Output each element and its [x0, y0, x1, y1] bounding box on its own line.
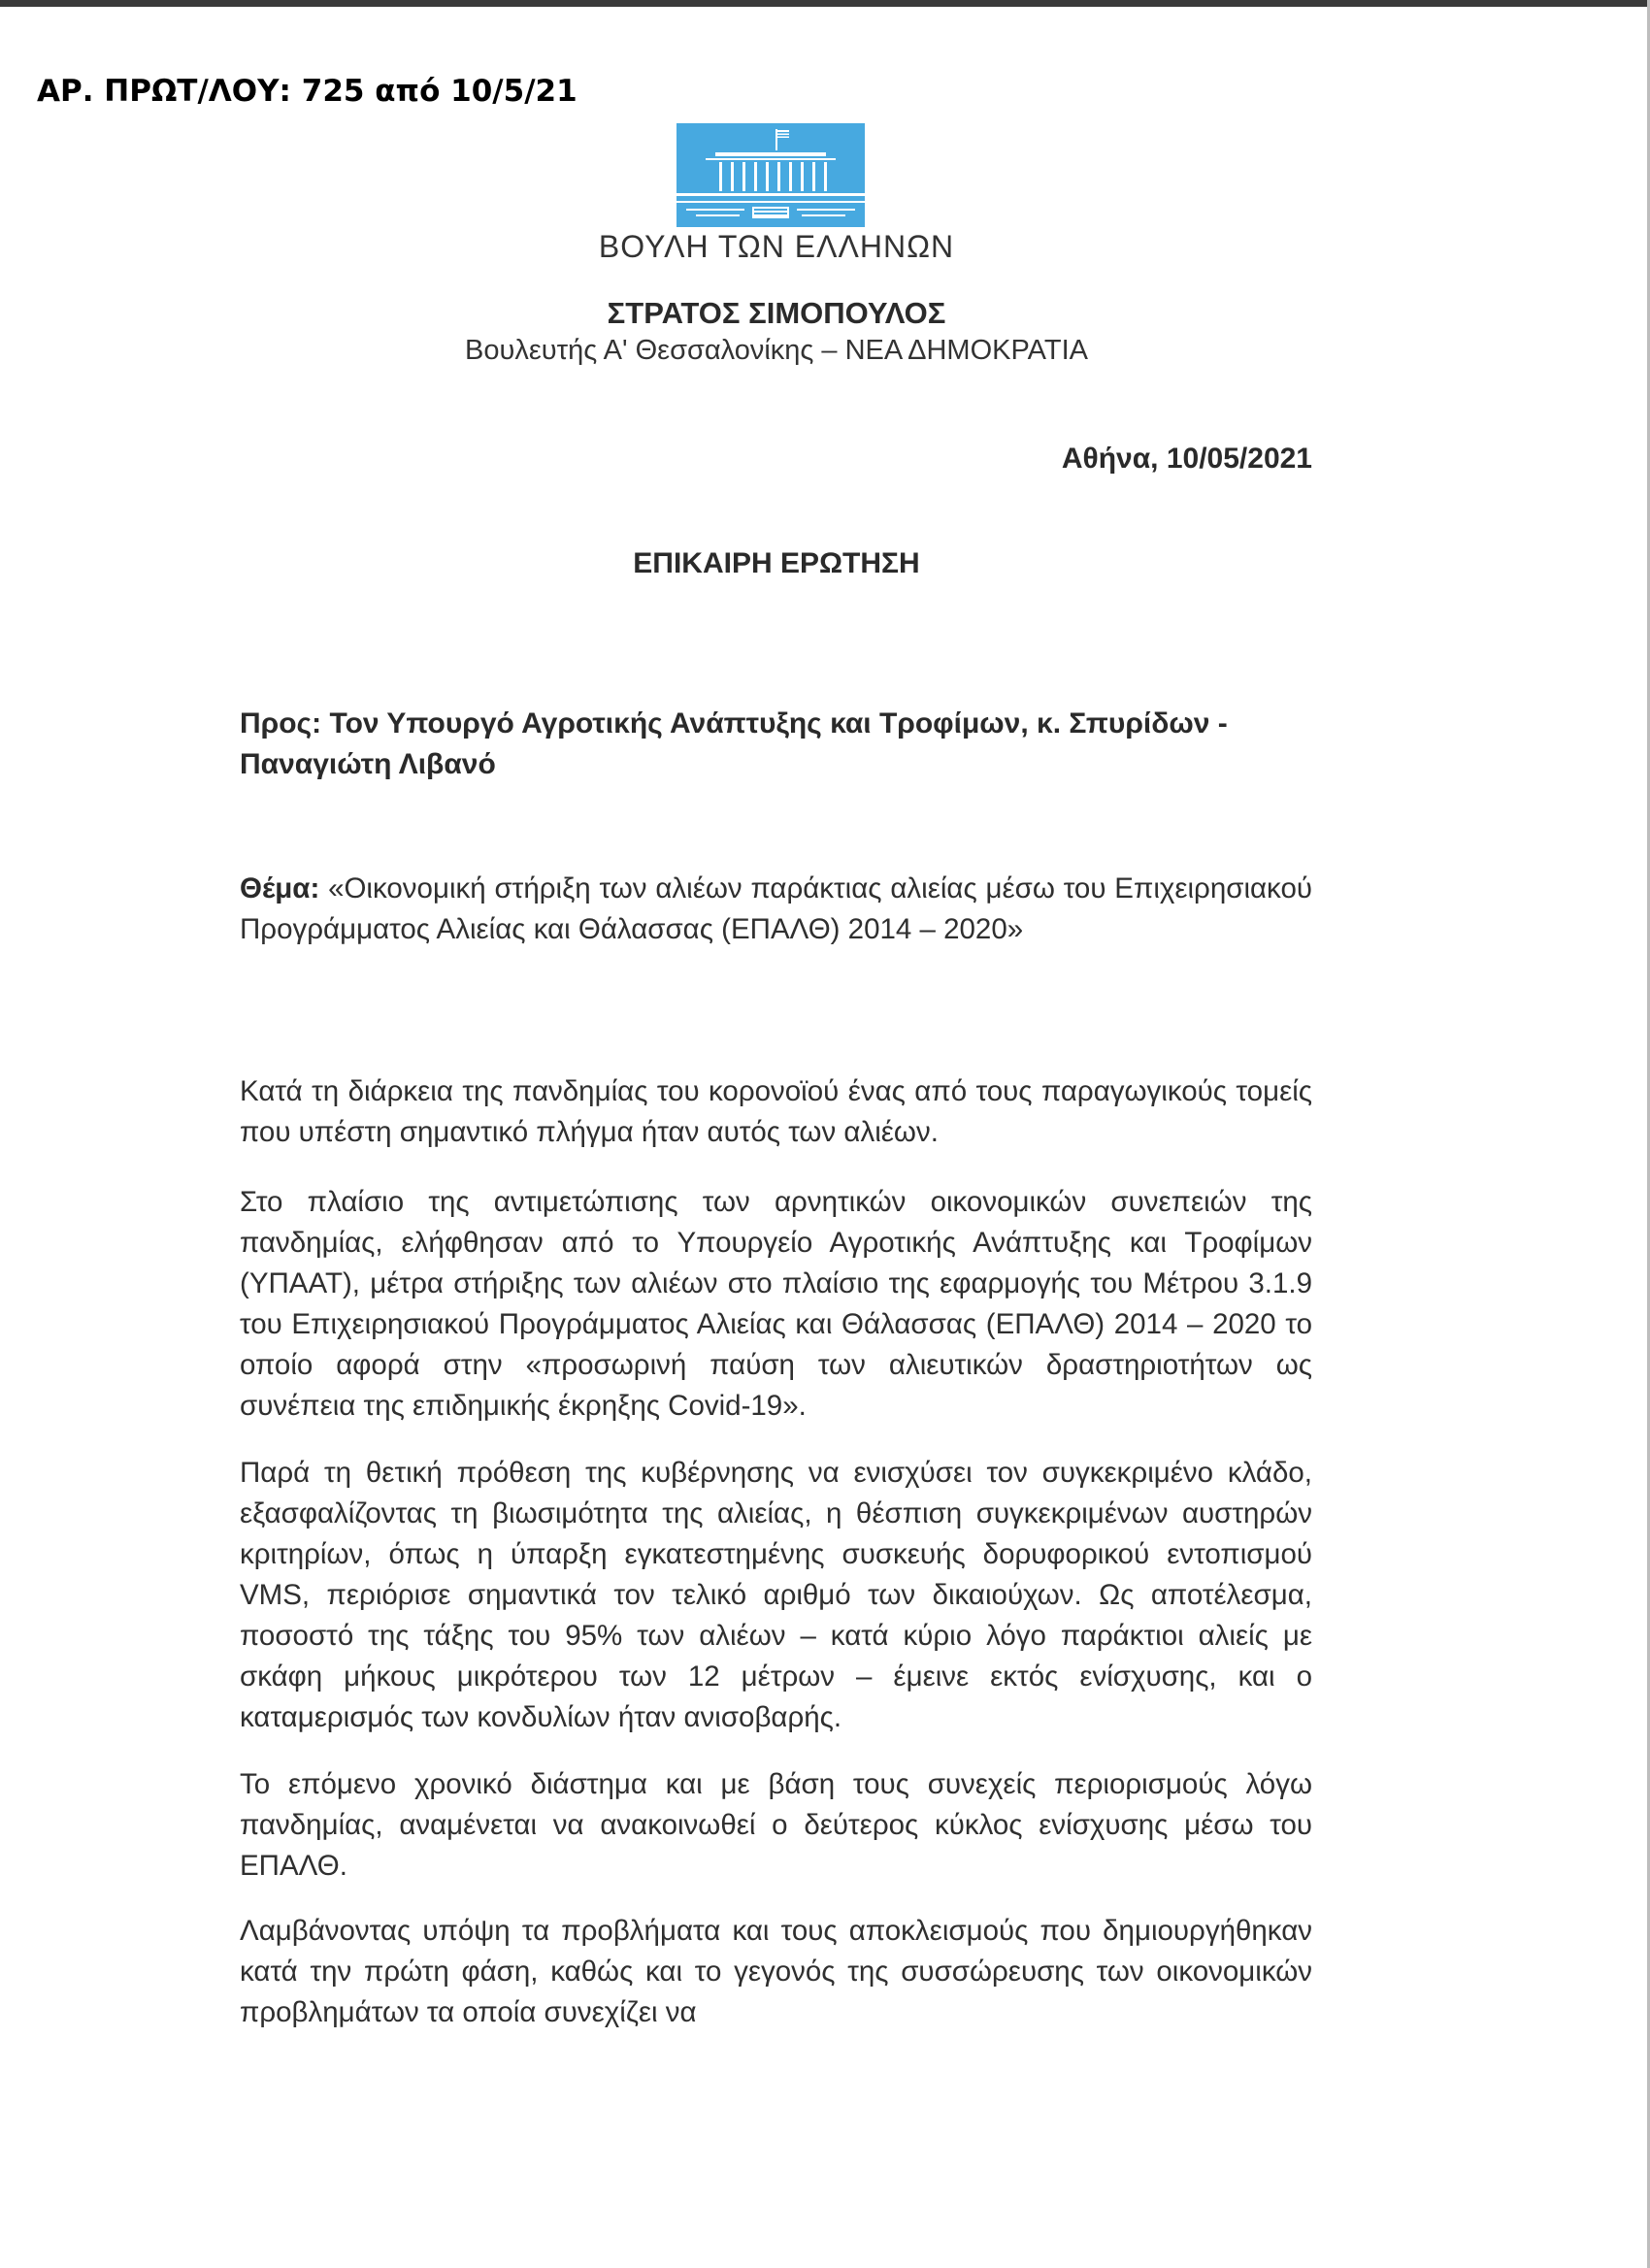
- recipient: Προς: Τον Υπουργό Αγροτικής Ανάπτυξης και Τροφίμων, κ. Σπυρίδων - Παναγιώτη Λιβανό: [240, 707, 1228, 780]
- scan-border-top: [0, 0, 1650, 7]
- mp-role: Βουλευτής Α' Θεσσαλονίκης – ΝΕΑ ΔΗΜΟΚΡΑΤΙΑ: [465, 335, 1088, 366]
- subject-label: Θέμα:: [240, 872, 320, 904]
- subject-text: «Οικονομική στήριξη των αλιέων παράκτιας αλιείας μέσω του Επιχειρησιακού Προγράμματος Αλιείας και Θάλασσας (ΕΠΑΛΘ) 2014 – 2020»: [240, 872, 1312, 945]
- mp-name: ΣΤΡΑΤΟΣ ΣΙΜΟΠΟΥΛΟΣ: [607, 296, 946, 330]
- body-paragraph: Παρά τη θετική πρόθεση της κυβέρνησης να ενισχύσει τον συγκεκριμένο κλάδο, εξασφαλίζοντας τη βιωσιμότητα της αλιείας, η θέσπιση συγκεκριμένων αυστηρών κριτηρίων, όπως η ύπαρξη εγκατεστημένης συσκευής δορυφορικού εντοπισμού VMS, περιόρισε σημαντικά τον τελικό αριθμό των δικαιούχων. Ως αποτέλεσμα, ποσοστό της τάξης του 95% των αλιέων – κατά κύριο λόγο παράκτιοι αλιείς με σκάφη μήκους μικρότερου των 12 μέτρων – έμεινε εκτός ενίσχυσης, και ο καταμερισμός των κονδυλίων ήταν ανισοβαρής.: [240, 1457, 1312, 1733]
- body-paragraph: Κατά τη διάρκεια της πανδημίας του κορονοϊού ένας από τους παραγωγικούς τομείς που υπέστη σημαντικό πλήγμα ήταν αυτός των αλιέων.: [240, 1075, 1312, 1148]
- body-paragraph: Στο πλαίσιο της αντιμετώπισης των αρνητικών οικονομικών συνεπειών της πανδημίας, ελήφθησαν από το Υπουργείο Αγροτικής Ανάπτυξης και Τροφίμων (ΥΠΑΑΤ), μέτρα στήριξης των αλιέων στο πλαίσιο της εφαρμογής του Μέτρου 3.1.9 του Επιχειρησιακού Προγράμματος Αλιείας και Θάλασσας (ΕΠΑΛΘ) 2014 – 2020 το οποίο αφορά στην «προσωρινή παύση των αλιευτικών δραστηριοτήτων ως συνέπεια της επιδημικής έκρηξης Covid-19».: [240, 1186, 1312, 1422]
- body-paragraph: Λαμβάνοντας υπόψη τα προβλήματα και τους αποκλεισμούς που δημιουργήθηκαν κατά την πρώτη φάση, καθώς και το γεγονός της συσσώρευσης των οικονομικών προβλημάτων τα οποία συνεχίζει να: [240, 1915, 1312, 2028]
- document-date: Αθήνα, 10/05/2021: [1061, 443, 1312, 475]
- document-type-heading: ΕΠΙΚΑΙΡΗ ΕΡΩΤΗΣΗ: [633, 547, 920, 579]
- subject: [240, 869, 1312, 950]
- parliament-title: ΒΟΥΛΗ ΤΩΝ ΕΛΛΗΝΩΝ: [598, 229, 955, 264]
- protocol-number: ΑΡ. ΠΡΩΤ/ΛΟΥ: 725 από 10/5/21: [37, 74, 578, 109]
- hellenic-parliament-logo: [676, 123, 865, 227]
- body-paragraph: Το επόμενο χρονικό διάστημα και με βάση τους συνεχείς περιορισμούς λόγω πανδημίας, αναμένεται να ανακοινωθεί ο δεύτερος κύκλος ενίσχυσης μέσω του ΕΠΑΛΘ.: [240, 1768, 1312, 1882]
